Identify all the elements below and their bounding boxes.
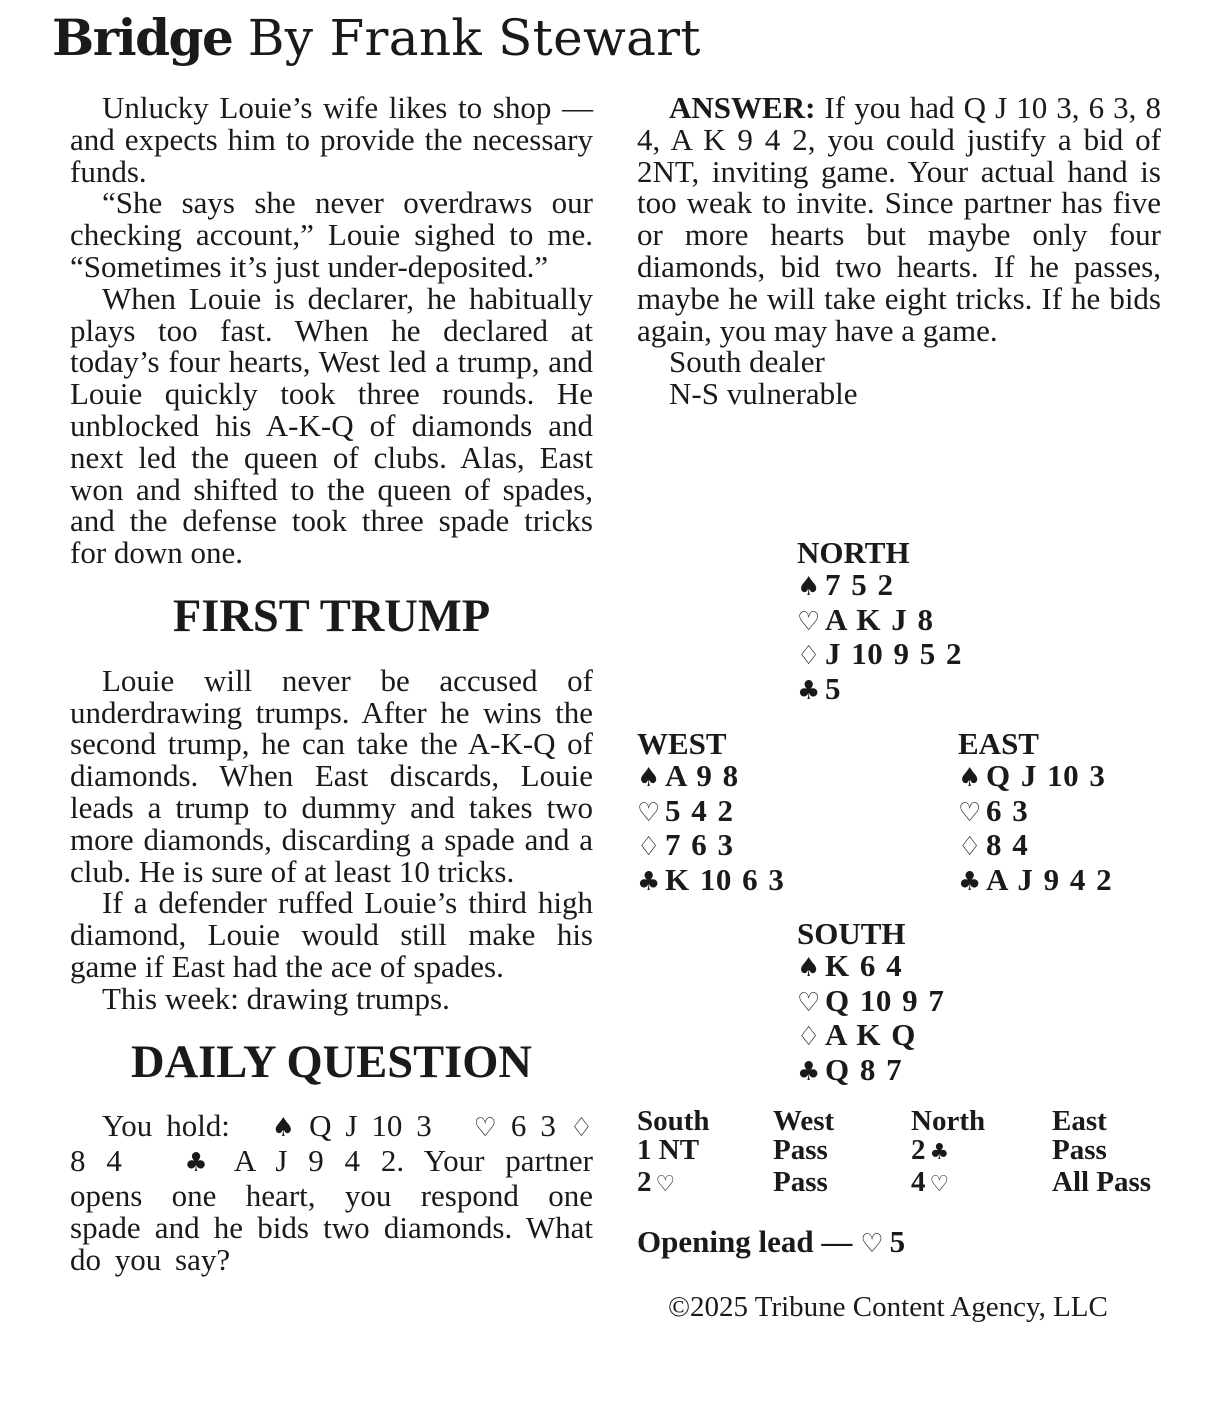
auction-row [637, 1165, 1192, 1200]
article-paragraph: Louie will never be accused of underdrawing trumps. After he wins the second trump, he can take the A-K-Q of diamonds. When East discards, Louie leads a trump to dummy and takes two more diamonds, discarding a spade and a club. He is sure of at least 10 tricks. [70, 662, 593, 889]
north-spades: 7 5 2 [825, 566, 894, 602]
opening-lead [637, 1226, 905, 1260]
south-diamonds: A K Q [825, 1017, 916, 1053]
spade-icon: ♠ [958, 762, 982, 793]
hand-east [958, 728, 1112, 899]
auction-bid: 1 NT [637, 1133, 700, 1166]
club-icon: ♣ [184, 1148, 215, 1179]
west-diamonds: 7 6 3 [665, 827, 734, 863]
auction-header: West [773, 1105, 835, 1137]
spade-icon: ♠ [637, 762, 661, 793]
article-paragraph: Unlucky Louie’s wife likes to shop — and expects him to provide the necessary funds. [70, 90, 593, 189]
auction-header: North [911, 1105, 986, 1137]
question-text: . Your partner opens one heart, you respond one spade and he bids two diamonds. What do you say? [70, 1143, 594, 1277]
daily-question-paragraph [70, 1110, 593, 1275]
masthead [52, 8, 701, 68]
question-diamonds: 8 4 [70, 1143, 122, 1179]
diamond-icon: ♢ [958, 832, 982, 863]
auction-bid: 2 ♡ [637, 1165, 676, 1198]
heart-icon: ♡ [655, 1171, 676, 1197]
auction-bid: 2 ♣ [911, 1133, 950, 1166]
heart-icon: ♡ [958, 797, 982, 828]
heart-icon: ♡ [797, 987, 821, 1018]
auction-bid: All Pass [1052, 1165, 1152, 1198]
daily-question-intro: You hold: [102, 1108, 230, 1144]
answer-paragraph [637, 92, 1161, 346]
east-spades: Q J 10 3 [986, 757, 1106, 793]
auction-header-row [637, 1107, 1192, 1136]
dealer-info: South dealer [669, 344, 825, 380]
byline: By Frank Stewart [247, 9, 701, 67]
vulnerability-info: N-S vulnerable [669, 376, 858, 412]
auction-bid: Pass [773, 1133, 828, 1166]
east-hearts: 6 3 [986, 792, 1029, 828]
east-diamonds: 8 4 [986, 827, 1029, 863]
hand-west [637, 728, 784, 899]
hand-label: WEST [637, 726, 727, 761]
diamond-icon: ♢ [797, 1022, 821, 1053]
south-clubs: Q 8 7 [825, 1052, 903, 1088]
spade-icon: ♠ [797, 952, 821, 983]
column-title: Bridge [52, 8, 233, 67]
auction-bid: 4 ♡ [911, 1165, 950, 1198]
question-spades: Q J 10 3 [309, 1108, 432, 1144]
answer-label: ANSWER: [669, 90, 816, 125]
heart-icon: ♡ [637, 797, 661, 828]
club-icon: ♣ [637, 867, 661, 898]
section-heading-daily-question: DAILY QUESTION [131, 1036, 532, 1088]
article-paragraph: If a defender ruffed Louie’s third high diamond, Louie would still make his game if East had the ace of spades. [70, 885, 593, 984]
spade-icon: ♠ [271, 1113, 296, 1144]
west-clubs: K 10 6 3 [665, 862, 785, 898]
diamond-icon: ♢ [797, 641, 821, 672]
east-clubs: A J 9 4 2 [986, 862, 1113, 898]
article-paragraph: When Louie is declarer, he habitually plays too fast. When he declared at today’s four hearts, West led a trump, and Louie quickly took three rounds. He unblocked his A-K-Q of diamonds and next led the queen of clubs. Alas, East won and shifted to the queen of spades, and the defense took three spade tricks for down one. [70, 280, 593, 571]
club-icon: ♣ [797, 1057, 821, 1088]
heart-icon: ♡ [929, 1171, 950, 1197]
club-icon: ♣ [929, 1139, 950, 1165]
north-diamonds: J 10 9 5 2 [825, 636, 962, 672]
hand-north [797, 537, 962, 708]
hand-label: NORTH [797, 535, 910, 570]
club-icon: ♣ [958, 867, 982, 898]
left-column [70, 92, 593, 1275]
question-clubs: A J 9 4 2 [233, 1143, 397, 1179]
north-clubs: 5 [825, 671, 841, 707]
south-spades: K 6 4 [825, 947, 903, 983]
west-spades: A 9 8 [665, 757, 739, 793]
south-hearts: Q 10 9 7 [825, 982, 945, 1018]
hand-label: SOUTH [797, 916, 906, 951]
heart-icon: ♡ [473, 1113, 497, 1144]
auction-bid: Pass [773, 1165, 828, 1198]
club-icon: ♣ [797, 676, 821, 707]
article-paragraph: This week: drawing trumps. [102, 980, 450, 1016]
north-hearts: A K J 8 [825, 601, 934, 637]
auction-header: East [1052, 1105, 1107, 1137]
auction-bid: Pass [1052, 1133, 1107, 1166]
opening-lead-label: Opening lead — [637, 1224, 853, 1259]
copyright: ©2025 Tribune Content Agency, LLC [668, 1291, 1108, 1323]
spade-icon: ♠ [797, 571, 821, 602]
heart-icon: ♡ [860, 1229, 884, 1259]
heart-icon: ♡ [797, 606, 821, 637]
auction-table [637, 1107, 1192, 1199]
auction-row [637, 1133, 1192, 1168]
article-paragraph: “She says she never overdraws our checking account,” Louie sighed to me. “Sometimes it’s just under-deposited.” [70, 185, 593, 284]
question-hearts: 6 3 [510, 1108, 556, 1144]
answer-text: If you had Q J 10 3, 6 3, 8 4, A K 9 4 2, you could justify a bid of 2NT, inviting game. Your actual hand is too weak to invite. Since partner has five or more hearts but maybe only four diamonds, bid two hearts. If he passes, maybe he will take eight tricks. If he bids again, you may have a game. [637, 90, 1162, 348]
opening-lead-card: 5 [889, 1224, 906, 1259]
section-heading-first-trump: FIRST TRUMP [172, 590, 491, 642]
west-hearts: 5 4 2 [665, 792, 734, 828]
auction-header: South [637, 1105, 710, 1137]
diamond-icon: ♢ [637, 832, 661, 863]
right-column [637, 92, 1161, 410]
hand-label: EAST [958, 726, 1039, 761]
diamond-icon: ♢ [569, 1113, 594, 1144]
hand-south [797, 918, 944, 1089]
